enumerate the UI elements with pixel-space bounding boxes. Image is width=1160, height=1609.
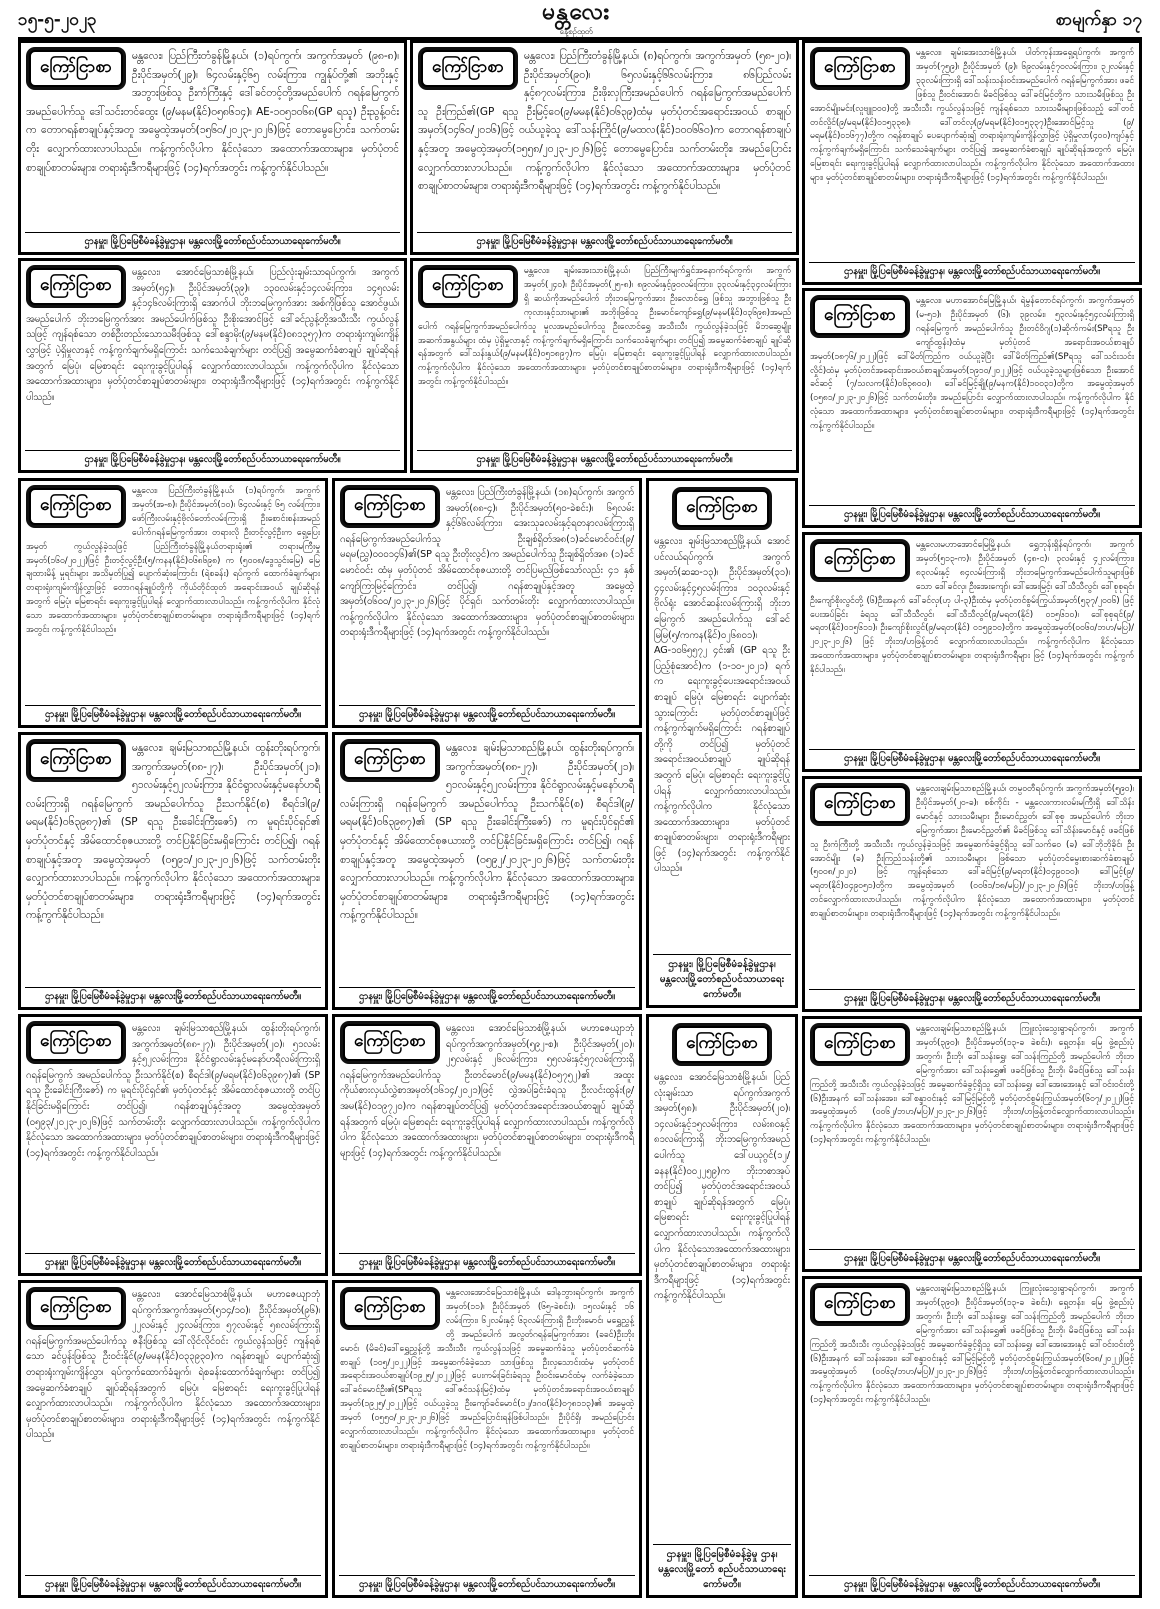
notice-badge — [810, 1283, 910, 1326]
notice-badge — [672, 487, 772, 530]
notice-footer: ဌာနမှူး၊ မြို့ပြမြေစီမံခန့်ခွဲမှုဌာန၊ မန္တလေးမြို့တော်စည်ပင်သာယာရေးကော်မတီ။ — [339, 705, 635, 722]
notice-footer: ဌာနမှူး၊ မြို့ပြမြေစီမံခန့်ခွဲမှုဌာန၊ မန္တလေးမြို့တော်စည်ပင်သာယာရေးကော်မတီ။ — [809, 749, 1135, 766]
notice-1 — [18, 40, 407, 255]
notice-title: ကြော်ငြာစာ — [813, 542, 907, 579]
notice-badge — [810, 539, 910, 582]
notice-badge — [26, 739, 126, 782]
notice-body: မန္တလေးအောင်မြေသာစံမြို့နယ်၊ ဒေါနဘွားရပ်ကွက်၊ အကွက်အမှတ်(၁၁)၊ ဦးပိုင်အမှတ် (၆၅-ခဲစင်း)၊ ၁၅လမ်းနှင့် ၁၆ လမ်းကြား၊ ၆၂လမ်းနှင့် ၆၃လမ်းကြားရှိ ဦးဘိုးမောင်၊ မရွှေညွှန့်တို့ အမည်ပေါက် အလွတ်ဂရန်မြေကွက်အား (ခခင်)ဦးဘိုးမောင်၊ (မိခင်)ဒေါ်ရွှေညွှန့်တို့ အသီးသီး ကွယ်လွန်သဖြင့် အမွေဆက်ခံသူ မှတ်ပုံတင်ဆက်ခံစာချုပ် (၁၀၅/၂၀၂၂)ဖြင့် အမွေဆက်ခံခဲ့သော သားဖြစ်သူ ဦးလှသောင်းထံမှ မှတ်ပုံတင်အရောင်းအဝယ်စာချုပ်(၁၉၂၅/၂၀၂၂)ဖြင့် ပေးကမ်းခြင်းခံရသူ ဦးဝင်းမောင်ထံမှ လက်ခံခဲ့သောဒေါ်ခင်မောင်ဦး၏(SPရသူ ဒေါ်ဇင်သန်းမြင့်)ထံမှ မှတ်ပုံတင်အရောင်းအဝယ်စာချုပ်အမှတ်(၁၉၂၅/၂၀၂၂)ဖြင့် ဝယ်ယူခဲ့သူ ဦးကျော်ခင်မောင်(၁၂/ဒဂဝ(နိုင်)၀၇၈၁၁၃)၏ အမွေထဲ့အမှတ် (၀၅၅၀/၂၀၂၃-၂၀၂၆)ဖြင့် အမည်ပြောင်းရန်ဖြစ်ပါသည်။ ဦးပိုင်ရှိ၊ အမည်ပြောင်း လျှောက်ထားလာပါသည်။ ကန့်ကွက်လိုပါက နိုင်လုံသော အထောက်အထားများ၊ မှတ်ပုံတင်စာချုပ်စာတမ်းများ၊ တရားရုံးဒီကရီများဖြင့် (၁၄)ရက်အတွင်း ကန့်ကွက်နိုင်ပါသည်။ — [340, 1288, 634, 1451]
logo-tagline: နေ့စဉ်ထုတ် — [559, 26, 593, 36]
notice-badge — [26, 1021, 126, 1064]
notice-body: မန္တလေး၊ ချမ်းမြသာစည်မြို့နယ်၊ ထွန်းတိုးရပ်ကွက်၊ အကွက်အမှတ်(၈၈-၂၇)၊ ဦးပိုင်အမှတ်(၂၁)၊ ၅၁လမ်းနှင့်၅၂လမ်းကြား၊ နိုင်ငံရွာလမ်းနှင့်မနော်ဟရီလမ်းကြားရှိ ဂရန်မြေကွက် အမည်ပေါက်သူ ဦးသက်နိုင်(စ) စီရင်ဒါ(၉/မရမ(နိုင်)၀၆၃၉၈၇)၏ (SP ရသူ ဦးခေါင်းကြီးဇော်) က မူရင်းပိုင်ရှင်၏ မှတ်ပုံတင်နှင့် အိမ်ထောင်စုဇယားတို့ တင်ပြနိုင်ခြင်းမရှိကြောင်း တင်ပြ၍၊ ဂရန်စာချုပ်နှင့်အတူ အမွေထဲ့အမှတ် (၀၅၉၁/၂၀၂၃-၂၀၂၆)ဖြင့် သက်တမ်းတိုး လျှောက်ထားလာပါသည်။ ကန့်ကွက်လိုပါက နိုင်လုံသော အထောက်အထားများ၊ မှတ်ပုံတင်စာချုပ်စာတမ်းများ၊ တရားရုံးဒီကရီများဖြင့် (၁၄)ရက်အတွင်း ကန့်ကွက်နိုင်ပါသည်။ — [26, 742, 320, 922]
notice-badge — [810, 1023, 910, 1066]
notice-body: မန္တလေး၊ ပြည်ကြီးတံခွန်မြို့နယ်၊ (၁)ရပ်ကွက်၊ အကွက်အမှတ် (၉၈-၈)၊ ဦးပိုင်အမှတ်(၂၉)၊ ၆၄လမ်းနှင့်၆၅ လမ်းကြား၊ ကျွန်ုပ်တို့၏ အဘိုးနှင့် အဘွားဖြစ်သူ ဦးကံကြီးနှင့် ဒေါ်ခင်တင့်တို့အမည်ပေါက် ဂရန်မြေကွက်အမည်ပေါက်သူ ဒေါ်သင်းတင်ထွေး (၉/မနမ(နိုင်)၀၅၈၆၁၄)၊ AE-၁၀၅၁၀၆၈(GP ရသူ) ဦးညွန့်ဝင်းက တောဂရန်စာချုပ်နှင့်အတူ အမွေထဲ့အမှတ်(၁၅၆၀/၂၀၂၃-၂၀၂၆)ဖြင့် တောမွေပြောင်း၊ သက်တမ်းတိုး လျှောက်ထားလာပါသည်။ ကန့်ကွက်လိုပါက နိုင်လုံသော အထောက်အထားများ၊ မှတ်ပုံတင်စာချုပ်စာတမ်းများ၊ တရားရုံးဒီကရီများဖြင့် (၁၄)ရက်အတွင်း ကန့်ကွက်နိုင်ပါသည်။ — [26, 50, 399, 174]
notice-body: မန္တလေး၊ ပြည်ကြီးတံခွန်မြို့နယ်၊ (၁၈)ရပ်ကွက်၊ အကွက်အမှတ်(၈၈-၄)၊ ဦးပိုင်အမှတ်(၅၀-ခဲစင်း)၊ ၆၅လမ်းနှင့်၆၆လမ်းကြား၊ အေးသုခလမ်းနှင့်ရတနာလမ်းကြားရှိ ဂရန်မြေကွက်အမည်ပေါက်သူ ဦးချစ်ရှိတ်အ၈(၁)ခင်မောင်ဝင်း(၉/မရမ(ညွှ)၀၀၀၁၄၆)၏(SP ရသူ ဦးတိုးလွင်)က အမည်ပေါက်သူ ဦးချစ်ရှိတ်အ၈ (၁)ခင်မောင်ဝင်း ထံမှ မှတ်ပုံတင် အိမ်ထောင်စုဇယားတို့ တင်ပြမည်ဖြစ်သော်လည်း ၄၁ နှစ်ကျော်ကြာမြင့်ကြောင်း၊ တင်ပြ၍၊ ဂရန်စာချုပ်နှင့်အတူ အမွေထဲ့အမှတ်(၀၆၀၀/၂၀၂၃-၂၀၂၆)ဖြင့် ပိုင်ရှင်၊ သက်တမ်းတိုး လျှောက်ထားလာပါသည်။ ကန့်ကွက်လိုပါက နိုင်လုံသော အထောက်အထားများ၊ မှတ်ပုံတင်စာချုပ်စာတမ်းများ၊ တရားရုံးဒီကရီများဖြင့် (၁၄)ရက်အတွင်း ကန့်ကွက်နိုင်ပါသည်။ — [340, 487, 634, 639]
notice-2 — [410, 40, 799, 255]
notice-body: မန္တလေး၊ ချမ်းအေးသာစံမြို့နယ်၊ ပါတ်ကုန်းအရှေ့ရပ်ကွက်၊ အကွက်အမှတ်(၇၅၉)၊ ဦးပိုင်အမှတ် (၉)၊ ၆၉လမ်းနှင့်၇၀လမ်းကြား၊ ၃၂လမ်းနှင့် ၃၃လမ်းကြားရှိ ဒေါ်သန်းသန်းဝင်းအမည်ပေါက် ဂရန်မြေကွက်အား ဖခင်ဖြစ်သူ ဦးဝင်းအောင်၊ မိခင်ဖြစ်သူ ဒေါ်ခင်မြင့်တို့က သားသမီးဖြစ်သူ ဦးအောင်မျိုးမင်း(လူဗျူ၁၀၀)တို့ အသီးသီး ကွယ်လွန်သဖြင့် ကျန်ရစ်သော သားသမီးများဖြစ်သည့် ဒေါ်တင်တင်လှိုင်(၉/မရမ(နိုင်)၀၁၅၃၃၈)၊ ဒေါ်တင်လှ(၉/မရမ(နိုင်)၀၁၅၃၃၇)ဦးအောင်မြင့်သူ (၉/မရမ(နိုင်)၀၁၆၇၇)တို့က ဂရန်စာချုပ် ပေပျောက်ဆုံး၍ တရားရုံးကျမ်းကျိန်လွှာဖြင့် ပဲ့ရှိမှုလာ(၄၀၀)ကျပ်နှင့် ကန့်ကွက်ချက်မရှိကြောင်း သက်သေခံချက်များ တင်ပြ၍ အမွေဆက်ခံစာချုပ် ချုပ်ဆိုရန်အတွက် မြေပုံ၊ မြေစာရင်း ရေးကူးခွင့်ပြုပါရန် လျှောက်ထားလာပါသည်။ ကန့်ကွက်လိုပါက နိုင်လုံသော အထောက်အထားများ၊ မှတ်ပုံတင်စာချုပ်စာတမ်းများ၊ တရားရုံးဒီကရီများဖြင့် (၁၄)ရက်အတွင်း ကန့်ကွက်နိုင်ပါသည်။ — [810, 48, 1135, 184]
notice-title: ကြော်ငြာစာ — [29, 742, 123, 779]
notice-badge — [26, 47, 126, 90]
notice-badge — [26, 485, 126, 528]
notice-footer: ဌာနမှူး၊ မြို့ပြမြေစီမံခန့်ခွဲမှုဌာန၊ မန္တလေးမြို့တော်စည်ပင်သာယာရေးကော်မတီ။ — [809, 505, 1135, 522]
notice-body: မန္တလေးချမ်းမြသာစည်မြို့နယ်၊ ကြူးလုံးသွေးရွာရပ်ကွက်၊ အကွက်အမှတ်(၃၉၀)၊ ဦးပိုင်အမှတ်(၁၃-ခ ခဲစင်း)၊ ရှေ့တန်း၊ မြေ ဖွဲ့စည်းပုံအတွက်၊ ဦးဘို၊ ဒေါ်သန်းရွှေ၊ ဒေါ်သန်းကြည်တို့ အမည်ပေါက် ဘိုးဘမြေကွက်အား ဒေါ်သန်းရွှေ၏ ဖခင်ဖြစ်သူ ဦးဘို၊ မိခင်ဖြစ်သူ ဒေါ်သန်းကြည်တို့ အသီးသီး ကွယ်လွန်ခဲ့သဖြင့် အမွေဆက်ခံခွင့်ရှိသူ ဒေါ်သန်းရွှေ၊ ဒေါ်အေးအေးနှင့် ဒေါ်ဝင်းဝင်းတို့ (၆)ဦးအနက် ဒေါ်သန်းအေး၊ ဒေါ်စန္ဒာဝင်းနှင့် ဒေါ်မြင့်မြင့်တို့ မှတ်ပုံတင်စွမ်းကြွယ်အမှတ်(၆၀၈/၂၀၂၂)ဖြင့် အမွေထဲ့အမှတ် (၀၀၆၃/ဘဟ/မပြ)/၂၀၂၃-၂၀၂၆)ဖြင့် ဘိုးဘ/ဟဖြန့်တင်လျှောက်ထားလာပါသည်။ ကန့်ကွက်လိုပါက နိုင်လုံသော အထောက်အထားများ၊ မှတ်ပုံတင်စာချုပ်စာတမ်းများ၊ တရားရုံးဒီကရီများဖြင့် (၁၄)ရက်အတွင်း ကန့်ကွက်နိုင်ပါသည်။ — [810, 1284, 1134, 1406]
notice-footer: ဌာနမှူး၊ မြို့ပြမြေစီမံခန့်ခွဲမှုဌာန၊ မန္တလေးမြို့တော်စည်ပင်သာယာရေးကော်မတီ။ — [417, 450, 792, 467]
notice-footer: ဌာနမှူး၊ မြို့ပြမြေစီမံခန့်ခွဲမှုဌာန၊ မန္တလေးမြို့တော်စည်ပင်သာယာရေးကော်မတီ။ — [25, 1575, 321, 1592]
notice-footer: ဌာနမှူး၊ မြို့ပြမြေစီမံခန့်ခွဲမှုဌာန၊ မန္တလေးမြို့တော်စည်ပင်သာယာရေးကော်မတီ။ — [339, 987, 635, 1004]
notice-3 — [802, 40, 1142, 285]
notice-badge — [418, 265, 518, 308]
notice-body: မန္တလေး၊ ချမ်းအေးသာစံမြို့နယ်၊ ပြည်ကြီးမျက်ရွှင်အနောက်ရပ်ကွက်၊ အကွက်အမှတ်(၂၄၀)၊ ဦးပိုင်အမှတ်(၂၅-၈)၊ ၈၉လမ်းနှင့်၉၀လမ်းကြား၊ ၃၃လမ်းနှင့်၃၄လမ်းကြားရှိ ဆယ်ကိုအမည်ပေါက် ဘိုးဘမြေကွက်အား ဦးလောင်ရွှေ ဖြစ်သူ အဘွားဖြစ်သူ ဦးကုလားနှင့်သားများ၏ အဘိုးဖြစ်သူ ဦးမောင်ကျော်ရွှေ(၉/မနမ(နိုင်)၀၃၆၉၈)အမည်ပေါက် ဂရန်မြေကွက်အမည်ပေါက်သူ မူလအမည်ပေါက်သူ ဦးလောင်ရွှေ အသီးသီး ကွယ်လွန်ခဲ့သဖြင့် မိဘဆွေမျိုးအဆက်အနွယ်များ ထံမှ ပဲ့ရှိမှုလာနှင့် ကန့်ကွက်ချက်မရှိကြောင်း သက်သေခံချက်များ တင်ပြ၍ အမွေဆက်ခံစာချုပ် ချုပ်ဆိုရန်အတွက် ဒေါ်သန်းနွယ်(၉/မနမ(နိုင်)၀၅၁၈၉၇)က မြေပုံ၊ မြေစာရင်း ရေးကူးခွင့်ပြုပါရန် လျှောက်ထားလာပါသည်။ ကန့်ကွက်လိုပါက နိုင်လုံသော အထောက်အထားများ၊ မှတ်ပုံတင်စာချုပ်စာတမ်းများ၊ တရားရုံးဒီကရီများဖြင့် (၁၄)ရက်အတွင်း ကန့်ကွက်နိုင်ပါသည်။ — [418, 266, 791, 388]
notice-title: ကြော်ငြာစာ — [29, 50, 123, 87]
notice-footer: ဌာနမှူး၊ မြို့ပြမြေစီမံခန့်ခွဲမှုဌာန၊ မန္တလေးမြို့တော်စည်ပင်သာယာရေးကော်မတီ။ — [339, 1253, 635, 1270]
notice-title: ကြော်ငြာစာ — [421, 268, 515, 305]
notice-body: မန္တလေး၊ ပြည်ကြီးတံခွန်မြို့နယ်၊ (၈)ရပ်ကွက်၊ အကွက်အမှတ် (၅၈-၂၀)၊ ဦးပိုင်အမှတ်(၉၀)၊ ၆၅လမ်းနှင့်၆၆လမ်းကြား၊ ၈၆ပြည်လမ်းနှင့်၈၇လမ်းကြား၊ ဦးဖိုးလှကြီးအမည်ပေါက် ဂရန်မြေကွက်အမည်ပေါက်သူ ဦးကြည်၏(GP ရသူ ဦးမြင့်ဝေ(၉/မမန(နိုင်)၀၆၃၉)ထံမှ မှတ်ပုံတင်အရောင်းအဝယ် စာချုပ်အမှတ်(၁၄၆၀/၂၀၁၆)ဖြင့် ဝယ်ယူခဲ့သူ ဒေါ်သန်းကြိုင်(၉/မထလ(နိုင်)၁၀၀၆၆၀)က တောဂရန်စာချုပ်နှင့်အတူ အမွေထဲ့အမှတ်(၁၅၅၈/၂၀၂၃-၂၀၂၆)ဖြင့် တောမွေပြောင်း၊ သက်တမ်းတိုး၊ အမည်ပြောင်း လျှောက်ထားလာပါသည်။ ကန့်ကွက်လိုပါက နိုင်လုံသော အထောက်အထားများ၊ မှတ်ပုံတင်စာချုပ်စာတမ်းများ၊ တရားရုံးဒီကရီများဖြင့် (၁၄)ရက်အတွင်း ကန့်ကွက်နိုင်ပါသည်။ — [418, 50, 791, 193]
notice-18 — [18, 1280, 328, 1598]
logo-text: မန္တလေး — [542, 0, 611, 25]
notice-badge — [340, 739, 440, 782]
notice-badge — [26, 1287, 126, 1330]
notice-body: မန္တလေးမဟာအောင်မြေမြို့နယ်၊ ရွှေဘုန်းရှိန်ရပ်ကွက်၊ အကွက်အမှတ်(၅၁၃-က)၊ ဦးပိုင်အမှတ် (၄၈-င)၊ ၃လမ်းနှင့် ၄၂လမ်းကြား၊ ၈၃လမ်းနှင့် ၈၄လမ်းကြားရှိ ဘိုးဘမြေကွက်အမည်ပေါက်သူများဖြစ်သော ဒေါ်ခင်လှ၊ ဦးအေးကျော်၊ ဒေါ်အေးမြင့်၊ ဒေါ်သီသီလွင်၊ ဒေါ်စုစုရင်၊ ဦးကျော်စိုးလွင်တို့ (၆)ဦးအနက် ဒေါ်ခင်လှ(ဟု ပါ-၃)ဦးထံမှ မှတ်ပုံတင်စွမ်းကြွယ်အမှတ်(၅၃၇/၂၀၀၆) ဖြင့် ပေးအပ်ခြင်း ခံရသူ ဒေါ်သီသီလွင်၊ ဒေါ်သီသီလွင်(၉/မရတ(နိုင်) ၀၁၅၆၁၀)၊ ဒေါ်စုစုရင်(၉/မရတ(နိုင်)၀၁၅၆၁၁)၊ ဦးကျော်စိုးလွင်(၉/မရတ(နိုင်) ၀၁၅၉၁၀)တို့က အမွေထဲ့အမှတ်(၀၀၆၀/ဘဟ/မပြ)/၂၀၂၃-၂၀၂၆) ဖြင့် ဘိုးဘ/ဟဖြန့်တင် လျှောက်ထားလာပါသည်။ ကန့်ကွက်လိုပါက နိုင်လုံသော အထောက်အထားများ၊ မှတ်ပုံတင်စာချုပ်စာတမ်းများ၊ တရားရုံးဒီကရီများ ဖြင့် (၁၄)ရက်အတွင်း ကန့်ကွက်နိုင်ပါသည်။ — [810, 540, 1134, 676]
notice-badge — [810, 783, 910, 826]
notice-7 — [18, 478, 328, 728]
notice-body: မန္တလေး၊ ချမ်းမြသာစည်မြို့နယ်၊ အောင်ပင်လယ်ရပ်ကွက်၊ အကွက်အမှတ်(ဆဆ-၁၃)၊ ဦးပိုင်အမှတ်(၃၁)၊ ၄၄လမ်းနှင့်၄၅လမ်းကြား၊ ၁၀၃လမ်းနှင့်ဗိုလ်ရုံး အောင်ဆန်းလမ်းကြားရှိ ဘိုးဘမြေကွက် အမည်ပေါက်သူ ဒေါ်ခင်မြမြ(၅/ကကန(နိုင်)၀၂၆၈၀၁)၊ AG-၁၀၆၅၅၇၂ ၄င်း၏ (GP ရသူ ဦးပြည့်စုံအောင်)က (၁-၁၀-၂၀၂၁) ရက်က ရေးကူးခွင့်ပေးအရောင်းအဝယ်စာချုပ် မြေပုံ၊ မြေစာရင်း ပျောက်ဆုံးသွားကြောင်း မှတ်ပုံတင်စာချုပ်ဖြင့် ကန့်ကွက်ချက်မရှိကြောင်း ဂရန်စာချုပ်တို့ကို တင်ပြ၍ မှတ်ပုံတင်အရောင်းအဝယ်စာချုပ် ချုပ်ဆိုရန်အတွက် မြေပုံ၊ မြေစာရင်း ရေးကူးခွင့်ပြုပါရန် လျှောက်ထားလာပါသည်။ ကန့်ကွက်လိုပါက နိုင်လုံသော အထောက်အထားများ၊ မှတ်ပုံတင်စာချုပ်စာတမ်းများ၊ တရားရုံးဒီကရီများဖြင့် (၁၄)ရက်အတွင်း ကန့်ကွက်နိုင်ပါသည်။ — [654, 536, 790, 875]
notice-17 — [802, 1016, 1142, 1272]
notice-badge — [340, 485, 440, 528]
notice-20 — [802, 1276, 1142, 1598]
notice-badge — [340, 1287, 440, 1330]
notice-title: ကြော်ငြာစာ — [813, 1286, 907, 1323]
notice-title: ကြော်ငြာစာ — [813, 298, 907, 335]
notice-title: ကြော်ငြာစာ — [29, 488, 123, 525]
notice-title: ကြော်ငြာစာ — [29, 1024, 123, 1061]
notice-badge — [810, 47, 910, 90]
notice-footer: ဌာနမှူး၊ မြို့ပြမြေစီမံခန့်ခွဲမှုဌာန၊ မန္တလေးမြို့တော်စည်ပင်သာယာရေးကော်မတီ။ — [809, 262, 1135, 279]
notice-14 — [18, 1014, 328, 1276]
notice-badge — [672, 1023, 772, 1066]
notice-body: မန္တလေး၊ ပြည်ကြီးတံခွန်မြို့နယ်၊ (၁)ရပ်ကွက်၊ အကွက်အမှတ်(အ-၈)၊ ဦးပိုင်အမှတ်(၁၀)၊ ၆၄လမ်းနှင့် ၆၅ လမ်းကြား၊ ဖော်ကြီးလမ်းနှင့်ဗိုလ်တော်လမ်းကြားရှိ ဦးစောင်းစန်းအမည်ပေါက်ဂရန်မြေကွက်အား တရားလို ဦးတင့်လွင့်ဦးက ရှေ့ပြေးအမှတ် ကွယ်လွန်ခဲ့သဖြင့် ပြည်ကြီးတံခွန်မြို့နယ်တရားရုံး၏ တရားမကြီးမှုအမှတ်(၁၆၀/၂၀၂၂)ဖြင့် ဦးတင့်လွင့်ဦး(၅/ကနန(နိုင်)၀၆၈၆၉၈) က (၅၀၀၈/ဒွေသွင်းမြေ) မြေချထားမိန့် မှုရင်းများ အသိမှတ်ပြု၍ ပျောက်ဆုံးကြောင်း (ရဲစခန်း) ရပ်ကွက် ထောက်ခံချက်များ တရားရုံးကျမ်းကျိန်လွှာဖြင့် တောဂရန်ချုပ်တို့ကို ကိုယ်တိုင်ထုတ် အရောင်းအဝယ် ချုပ်ဆိုရန်အတွက် မြေပုံ၊ မြေစာရင်း ရေးကူးခွင့်ပြုပါရန် လျှောက်ထားလာပါသည်။ ကန့်ကွက်လိုပါက နိုင်လုံသော အထောက်အထားများ၊ မှတ်ပုံတင်စာချုပ်စာတမ်းများ၊ တရားရုံးဒီကရီများဖြင့် (၁၄)ရက်အတွင်း ကန့်ကွက်နိုင်ပါသည်။ — [26, 486, 320, 636]
newspaper-header — [18, 0, 1142, 40]
notice-title: ကြော်ငြာစာ — [29, 268, 123, 305]
notice-body: မန္တလေးချမ်းမြသာစည်မြို့နယ်၊ ကြူးလုံးသွေးရွာရပ်ကွက်၊ အကွက်အမှတ်(၃၉၀)၊ ဦးပိုင်အမှတ်(၁၃-ခ ခဲစင်း)၊ ရှေ့တန်း၊ မြေ ဖွဲ့စည်းပုံအတွက်၊ ဦးဘို၊ ဒေါ်သန်းရွှေ၊ ဒေါ်သန်းကြည်တို့ အမည်ပေါက် ဘိုးဘမြေကွက်အား ဒေါ်သန်းရွှေ၏ ဖခင်ဖြစ်သူ ဦးဘို၊ မိခင်ဖြစ်သူ ဒေါ်သန်းကြည်တို့ အသီးသီး ကွယ်လွန်ခဲ့သဖြင့် အမွေဆက်ခံခွင့်ရှိသူ ဒေါ်သန်းရွှေ၊ ဒေါ်အေးအေးနှင့် ဒေါ်ဝင်းဝင်းတို့ (၆)ဦးအနက် ဒေါ်သန်းအေး၊ ဒေါ်စန္ဒာဝင်းနှင့် ဒေါ်မြင့်မြင့်တို့ မှတ်ပုံတင်စွမ်းကြွယ်အမှတ်(၆၀၇/၂၀၂၂)ဖြင့် အမွေထဲ့အမှတ် (၀၀၆၂/ဘဟ/မပြ)/၂၀၂၃-၂၀၂၆)ဖြင့် ဘိုးဘ/ဟဖြန့်တင်လျှောက်ထားလာပါသည်။ ကန့်ကွက်လိုပါက နိုင်လုံသော အထောက်အထားများ၊ မှတ်ပုံတင်စာချုပ်စာတမ်းများ၊ တရားရုံးဒီကရီများဖြင့် (၁၄)ရက်အတွင်း ကန့်ကွက်နိုင်ပါသည်။ — [810, 1024, 1134, 1146]
notice-title: ကြော်ငြာစာ — [343, 488, 437, 525]
notice-19 — [332, 1280, 642, 1598]
notice-body: မန္တလေး၊ အောင်မြေသာစံမြို့နယ်၊ ပြည်လုံးချမ်းသာ ရပ်ကွက်အကွက်အမှတ်(၅၈)၊ ဦးပိုင်အမှတ်(၂၀)၊ ၁၄လမ်းနှင့်၁၅လမ်းကြား၊ လမ်း၈၀နှင့် ၈၁လမ်းကြားရှိ ဘိုးဘမြေကွက်အမည်ပေါက်သူ ဒေါ်ပယုဂွင်(၁၂/ခနန(နိုင်)၀၀၂၂၅၉)က ဘိုးဘစာအုပ်တင်ပြ၍ မှတ်ပုံတင်အရောင်းအဝယ်စာချုပ် ချုပ်ဆိုရန်အတွက် မြေပုံ၊ မြေစာရင်း ရေးကူးခွင့်ပြုပါရန် လျှောက်ထားလာပါသည်။ ကန့်ကွက်လိုပါက နိုင်လုံသောအထောက်အထားများ၊ မှတ်ပုံတင်စာချုပ်စာတမ်းများ၊ တရားရုံးဒီကရီများဖြင့် (၁၄)ရက်အတွင်း ကန့်ကွက်နိုင်ပါသည်။ — [654, 1072, 790, 1302]
notice-footer: ဌာနမှူး၊ မြို့ပြမြေစီမံခန့်ခွဲမှုဌာန၊ မန္တလေးမြို့တော်စည်ပင်သာယာရေးကော်မတီ။ — [809, 989, 1135, 1006]
notice-footer: ဌာနမှူး၊ မြို့ပြမြေစီမံခန့်ခွဲမှုဌာန၊ မန္တလေးမြို့တော်စည်ပင်သာယာရေးကော်မတီ။ — [809, 1249, 1135, 1266]
notice-title: ကြော်ငြာစာ — [813, 1026, 907, 1063]
notice-title: ကြော်ငြာစာ — [421, 50, 515, 87]
notice-title: ကြော်ငြာစာ — [343, 742, 437, 779]
notice-13 — [802, 776, 1142, 1012]
notice-11 — [18, 732, 328, 1010]
notice-title: ကြော်ငြာစာ — [675, 490, 769, 527]
notice-title: ကြော်ငြာစာ — [813, 786, 907, 823]
notice-9 — [646, 478, 798, 1008]
notice-footer: ဌာနမှူး၊ မြို့ပြမြေစီမံခန့်ခွဲမှုဌာန၊ မန္တလေးမြို့တော်စည်ပင်သာယာရေးကော်မတီ။ — [339, 1575, 635, 1592]
notice-12 — [332, 732, 642, 1010]
newspaper-logo — [542, 2, 610, 42]
notice-4 — [18, 258, 407, 473]
notice-badge — [340, 1021, 440, 1064]
notice-body: မန္တလေး၊ အောင်မြေသာစံမြို့နယ်၊ ပြည်လုံးချမ်းသာရပ်ကွက်၊ အကွက်အမှတ်(၅၄)၊ ဦးပိုင်အမှတ်(၃၉)၊ ၁၃၀လမ်းနှင့်၁၄လမ်းကြား၊ ၁၄၅လမ်းနှင့်၁၄၆လမ်းကြားရှိ အောက်ပါ ဘိုးဘမြေကွက်အား အစ်ကိုဖြစ်သူ အောင်ဖွယ်၊ အမည်ပေါက် ဘိုးဘမြေကွက်အား အမည်ပေါက်ဖြစ်သူ ဦးစိုးအောင်ဖြင့် ဒေါ်ခင်ညွန့်တို့အသီးသီး ကွယ်လွန်သဖြင့် ကျန်ရစ်သော တစ်ဦးတည်းသောသမီးဖြစ်သူ ဒေါ်စန္ဒာမိုး(၉/မနမ(နိုင်)၀၈၁၃၅၇)က တရားရုံးကျမ်းကျိန်လွှာဖြင့် ပဲ့ရှိမှုလာနှင့် ကန့်ကွက်ချက်မရှိကြောင်း သက်သေခံချက်များ တင်ပြ၍ အမွေဆက်ခံစာချုပ် ချုပ်ဆိုရန်အတွက် မြေပုံ၊ မြေစာရင်း ရေးကူးခွင့်ပြုပါရန် လျှောက်ထားလာပါသည်။ ကန့်ကွက်လိုပါက နိုင်လုံသော အထောက်အထားများ၊ မှတ်ပုံတင်စာချုပ်စာတမ်းများ၊ တရားရုံးဒီကရီများဖြင့် (၁၄)ရက်အတွင်း ကန့်ကွက်နိုင်ပါသည်။ — [26, 267, 399, 403]
notice-badge — [810, 295, 910, 338]
notice-body: မန္တလေး၊ အောင်မြေသာစံမြို့နယ်၊ မဟာဇေယျာဘုံရပ်ကွက်အကွက်အမှတ်(၅၉၂-စ)၊ ဦးပိုင်အမှတ်(၂၀)၊ ၂၅လမ်းနှင့် ၂၆လမ်းကြား၊ ၅၅လမ်းနှင့်၅၇လမ်းကြားရှိ ဂရန်မြေကွက်အမည်ပေါက်သူ ဦးတင်မောင်(၉/မမန(နိုင်)၀၅၇၅၂)၏ အထူးကိုယ်စားလှယ်လွှဲစာအမှတ်(၁၆၁၄/၂၀၂၁)ဖြင့် လွှဲအပ်ခြင်းခံရသူ ဦးလင်းထွန်း(၉/အမ(နိုင်)၀၁၉၇၂၀)က ဂရန်စာချုပ်တင်ပြ၍ မှတ်ပုံတင်အရောင်းအဝယ်စာချုပ် ချုပ်ဆိုရန်အတွက် မြေပုံ၊ မြေစာရင်း ရေးကူးခွင့်ပြုပါရန် လျှောက်ထားလာပါသည်။ ကန့်ကွက်လိုပါက နိုင်လုံသော အထောက်အထားများ၊ မှတ်ပုံတင်စာချုပ်စာတမ်းများ၊ တရားရုံးဒီကရီများဖြင့် (၁၄)ရက်အတွင်း ကန့်ကွက်နိုင်ပါသည်။ — [340, 1023, 634, 1159]
notice-body: မန္တလေး၊ မဟာအောင်မြေမြို့နယ်၊ ရဲမွန်တောင်ရပ်ကွက်၊ အကွက်အမှတ် (မ-၅၁)၊ ဦးပိုင်အမှတ် (၆)၊ ၃၉လမ်း၊ ၅၃လမ်းနှင့်၅၄လမ်းကြားရှိ ဂရန်မြေကွက် အမည်ပေါက်သူ ဦးတင်ဝိဂျ(၁)ဆိုက်ကမ်း(SPရသူ ဦးကျော်ထွန်း)ထံမှ မှတ်ပုံတင် အရောင်းအဝယ်စာချုပ်အမှတ်(၁၈၇၆/၂၀၂၂)ဖြင့် ဒေါ်မိတ်ကြည်က ဝယ်ယူခဲ့ပြီး ဒေါ်မိတ်ကြည်၏(SPရသူ ဒေါ်သင်းသင်းလှိုင်)ထံမှ မှတ်ပုံတင်အရောင်းအဝယ်စာချုပ်အမှတ်(၁၉၁၀/၂၀၂၂)ဖြင့် ဝယ်ယူခဲ့သူများဖြစ်သော ဦးအောင်ခင်ဆင့် (၇/သလက(နိုင်)၀၆၃၈၀၀)၊ ဒေါ်ခင်မြင့်ချို(၉/မနက(နိုင်)၁၀၀၃၁)တို့က အမွေထဲ့အမှတ် (၀၅၈၁/၂၀၂၃-၂၀၂၆)ဖြင့် သက်တမ်းတိုး၊ အမည်ပြောင်း လျှောက်ထားလာပါသည်။ ကန့်ကွက်လိုပါက နိုင်လုံသော အထောက်အထားများ၊ မှတ်ပုံတင်စာချုပ်စာတမ်းများ၊ တရားရုံးဒီကရီများဖြင့် (၁၄)ရက်အတွင်း ကန့်ကွက်နိုင်ပါသည်။ — [810, 296, 1134, 432]
notice-footer: ဌာနမှူး၊ မြို့ပြမြေစီမံခန့်ခွဲမှုဌာန၊ မန္တလေးမြို့တော်စည်ပင်သာယာရေးကော်မတီ။ — [25, 705, 321, 722]
notice-badge — [418, 47, 518, 90]
notice-body: မန္တလေးချမ်းမြသာစည်မြို့နယ်၊ တမ္ပဝတီရပ်ကွက်၊ အကွက်အမှတ်(၅၉၀)၊ ဦးပိုင်အမှတ်(၂၀-ခ)၊ စစ်ကိုင်း - မန္တလေးကားလမ်းမကြီးရှိ ဒေါ်သိန်းမောင်နှင့် သားသမီးများ ဦးမောင်ညွှတ်၊ ဒေါ်စုစု အမည်ပေါက် ဘိုးဘမြေကွက်အား ဦးမောင်ညွှတ်၏ မိခင်ဖြစ်သူ ဒေါ်သိန်းမောင်နှင့် ဖခင်ဖြစ်သူ ဦးကံကြီးတို့ အသီးသီး ကွယ်လွန်ခဲ့သဖြင့် အမွေဆက်ခံခွင့်ရှိသူ ဒေါ်သက်ဝေ (ခ) ဒေါ်ဘိုဘိုခိုင်၊ ဦးအောင်မျိုး (ခ) ဦးကြည်သန်းတို့၏ သားသမီးများ ဖြစ်သော မှတ်ပုံတင်မွေးစားဆက်ခံစာချုပ် (၅၀၀၈/၂၀၂၀) ဖြင့် ကျန်ရစ်သော ဒေါ်ခင်မြင့်(၉/မရတ(နိုင်)၀၄၉၀၁၀)၊ ဒေါ်မြင့်(၉/မရတ(နိုင်)၀၄၉၀၅၁)တို့က အမွေထဲ့အမှတ် (၀၀၆၁/၁၈/မပြ)/၂၀၂၃-၂၀၂၆)ဖြင့် ဘိုးဘ/ဟဖြန့်တင်လျှောက်ထားလာပါသည်။ ကန့်ကွက်လိုပါက နိုင်လုံသော အထောက်အထားများ၊ မှတ်ပုံတင်စာချုပ်စာတမ်းများ၊ တရားရုံးဒီကရီများဖြင့် (၁၄)ရက်အတွင်း ကန့်ကွက်နိုင်ပါသည်။ — [810, 784, 1134, 920]
notice-5 — [410, 258, 799, 473]
notice-body: မန္တလေး၊ အောင်မြေသာစံမြို့နယ်၊ မဟာဇေယျာဘုံရပ်ကွက်အကွက်အမှတ်(၅၁၄/၁၀)၊ ဦးပိုင်အမှတ်(၉၆)၊ ၂၂လမ်းနှင့် ၂၄လမ်းကြား၊ ၅၇လမ်းနှင့် ၅၈လမ်းကြားရှိ ဂရန်မြေကွက်အမည်ပေါက်သူ ဇနီးဖြစ်သူ ဒေါ်လိုင်လိုင်ဝင်း ကွယ်လွန်သဖြင့် ကျန်ရစ်သော ခင်ပွန်းဖြစ်သူ ဦးဝင်းနိုင်(၉/မမန(နိုင်)၀၃၃၉၃၀)က ဂရန်စာချုပ် ပျောက်ဆုံး၍ တရားရုံးကျမ်းကျိန်လွှာ၊ ရပ်ကွက်ထောက်ခံချက်၊ ရဲစခန်းထောက်ခံချက်များ တင်ပြ၍ အမွေဆက်ခံစာချုပ် ချုပ်ဆိုရန်အတွက် မြေပုံ၊ မြေစာရင်း ရေးကူးခွင့်ပြုပါရန် လျှောက်ထားလာပါသည်။ ကန့်ကွက်လိုပါက နိုင်လုံသော အထောက်အထားများ၊ မှတ်ပုံတင်စာချုပ်စာတမ်းများ၊ တရားရုံးဒီကရီများဖြင့် (၁၄)ရက်အတွင်း ကန့်ကွက်နိုင်ပါသည်။ — [26, 1289, 320, 1441]
notice-footer: ဌာနမှူး၊ မြို့ပြမြေစီမံခန့်ခွဲမှုဌာန၊ မန္တလေးမြို့တော်စည်ပင်သာယာရေး ကော်မတီ။ — [653, 954, 791, 1002]
notice-footer: ဌာနမှူး၊ မြို့ပြမြေစီမံခန့်ခွဲမှုဌာန၊ မန္တလေးမြို့တော်စည်ပင်သာယာရေးကော်မတီ။ — [809, 1575, 1135, 1592]
notice-footer: ဌာနမှူး၊ မြို့ပြမြေစီမံခန့်ခွဲမှုဌာန၊ မန္တလေးမြို့တော်စည်ပင်သာယာရေးကော်မတီ။ — [25, 232, 400, 249]
notice-title: ကြော်ငြာစာ — [343, 1290, 437, 1327]
notice-body: မန္တလေး၊ ချမ်းမြသာစည်မြို့နယ်၊ ထွန်းတိုးရပ်ကွက်၊ အကွက်အမှတ်(၈၈-၂၇)၊ ဦးပိုင်အမှတ်(၂၁)၊ ၅၁လမ်းနှင့်၅၂လမ်းကြား၊ နိုင်ငံရွာလမ်းနှင့်မနော်ဟရီလမ်းကြားရှိ ဂရန်မြေကွက် အမည်ပေါက်သူ ဦးသက်နိုင်(စ) စီရင်ဒါ(၉/မရမ(နိုင်)၀၆၃၉၈၇)၏ (SP ရသူ ဦးခေါင်းကြီးဇော်) က မူရင်းပိုင်ရှင်၏ မှတ်ပုံတင်နှင့် အိမ်ထောင်စုဇယားတို့ တင်ပြနိုင်ခြင်းမရှိကြောင်း တင်ပြ၍၊ ဂရန်စာချုပ်နှင့်အတူ အမွေထဲ့အမှတ် (၀၅၉၂/၂၀၂၃-၂၀၂၆)ဖြင့် သက်တမ်းတိုး လျှောက်ထားလာပါသည်။ ကန့်ကွက်လိုပါက နိုင်လုံသော အထောက်အထားများ၊ မှတ်ပုံတင်စာချုပ်စာတမ်းများ၊ တရားရုံးဒီကရီများဖြင့် (၁၄)ရက်အတွင်း ကန့်ကွက်နိုင်ပါသည်။ — [340, 742, 634, 922]
notice-footer: ဌာနမှူး၊ မြို့ပြမြေစီမံခန့်ခွဲမှုဌာန၊ မန္တလေးမြို့တော်စည်ပင်သာယာရေးကော်မတီ။ — [417, 232, 792, 249]
issue-date: ၁၅-၅-၂၀၂၃ — [18, 10, 97, 30]
notice-footer: ဌာနမှူး၊ မြို့ပြမြေစီမံခန့်ခွဲမှုဌာန၊ မန္တလေးမြို့တော်စည်ပင်သာယာရေးကော်မတီ။ — [25, 987, 321, 1004]
notice-15 — [332, 1014, 642, 1276]
notice-title: ကြော်ငြာစာ — [675, 1026, 769, 1063]
notice-16 — [646, 1014, 798, 1598]
notice-10 — [802, 532, 1142, 772]
notice-title: ကြော်ငြာစာ — [813, 50, 907, 87]
notice-footer: ဌာနမှူး၊ မြို့ပြမြေစီမံခန့်ခွဲမှုဌာန၊ မန္တလေးမြို့တော်စည်ပင်သာယာရေးကော်မတီ။ — [25, 450, 400, 467]
notice-badge — [26, 265, 126, 308]
notice-footer: ဌာနမှူး၊ မြို့ပြမြေစီမံခန့်ခွဲမှုဌာန၊ မန္တလေးမြို့တော်စည်ပင်သာယာရေးကော်မတီ။ — [25, 1253, 321, 1270]
notice-8 — [332, 478, 642, 728]
notice-footer: ဌာနမှူး၊ မြို့ပြမြေစီမံခန့်ခွဲမှု ဌာန၊ မန္တလေးမြို့တော် စည်ပင်သာယာရေးကော်မတီ။ — [653, 1544, 791, 1592]
notice-title: ကြော်ငြာစာ — [29, 1290, 123, 1327]
notice-body: မန္တလေး၊ ချမ်းမြသာစည်မြို့နယ်၊ ထွန်းတိုးရပ်ကွက်၊ အကွက်အမှတ်(၈၈-၂၇)၊ ဦးပိုင်အမှတ်(၂၀)၊ ၅၁လမ်းနှင့်၅၂လမ်းကြား၊ နိုင်ငံရွာလမ်းနှင့်မနော်ဟရီလမ်းကြားရှိ ဂရန်မြေကွက် အမည်ပေါက်သူ ဦးသက်နိုင်(စ) စီရင်ဒါ(၉/မရမ(နိုင်)၀၆၃၉၈၇)၏ (SP ရသူ ဦးခေါင်းကြီးဇော်) က မူရင်းပိုင်ရှင်၏ မှတ်ပုံတင်နှင့် အိမ်ထောင်စုဇယားတို့ တင်ပြနိုင်ခြင်းမရှိကြောင်း တင်ပြ၍၊ ဂရန်စာချုပ်နှင့်အတူ အမွေထဲ့အမှတ် (၀၅၉၃/၂၀၂၃-၂၀၂၆)ဖြင့် သက်တမ်းတိုး လျှောက်ထားလာပါသည်။ ကန့်ကွက်လိုပါက နိုင်လုံသော အထောက်အထားများ၊ မှတ်ပုံတင်စာချုပ်စာတမ်းများ၊ တရားရုံးဒီကရီများဖြင့် (၁၄)ရက်အတွင်း ကန့်ကွက်နိုင်ပါသည်။ — [26, 1023, 320, 1159]
notice-title: ကြော်ငြာစာ — [343, 1024, 437, 1061]
page-number: စာမျက်နှာ ၁၇ — [1055, 10, 1142, 30]
notice-6 — [802, 288, 1142, 528]
